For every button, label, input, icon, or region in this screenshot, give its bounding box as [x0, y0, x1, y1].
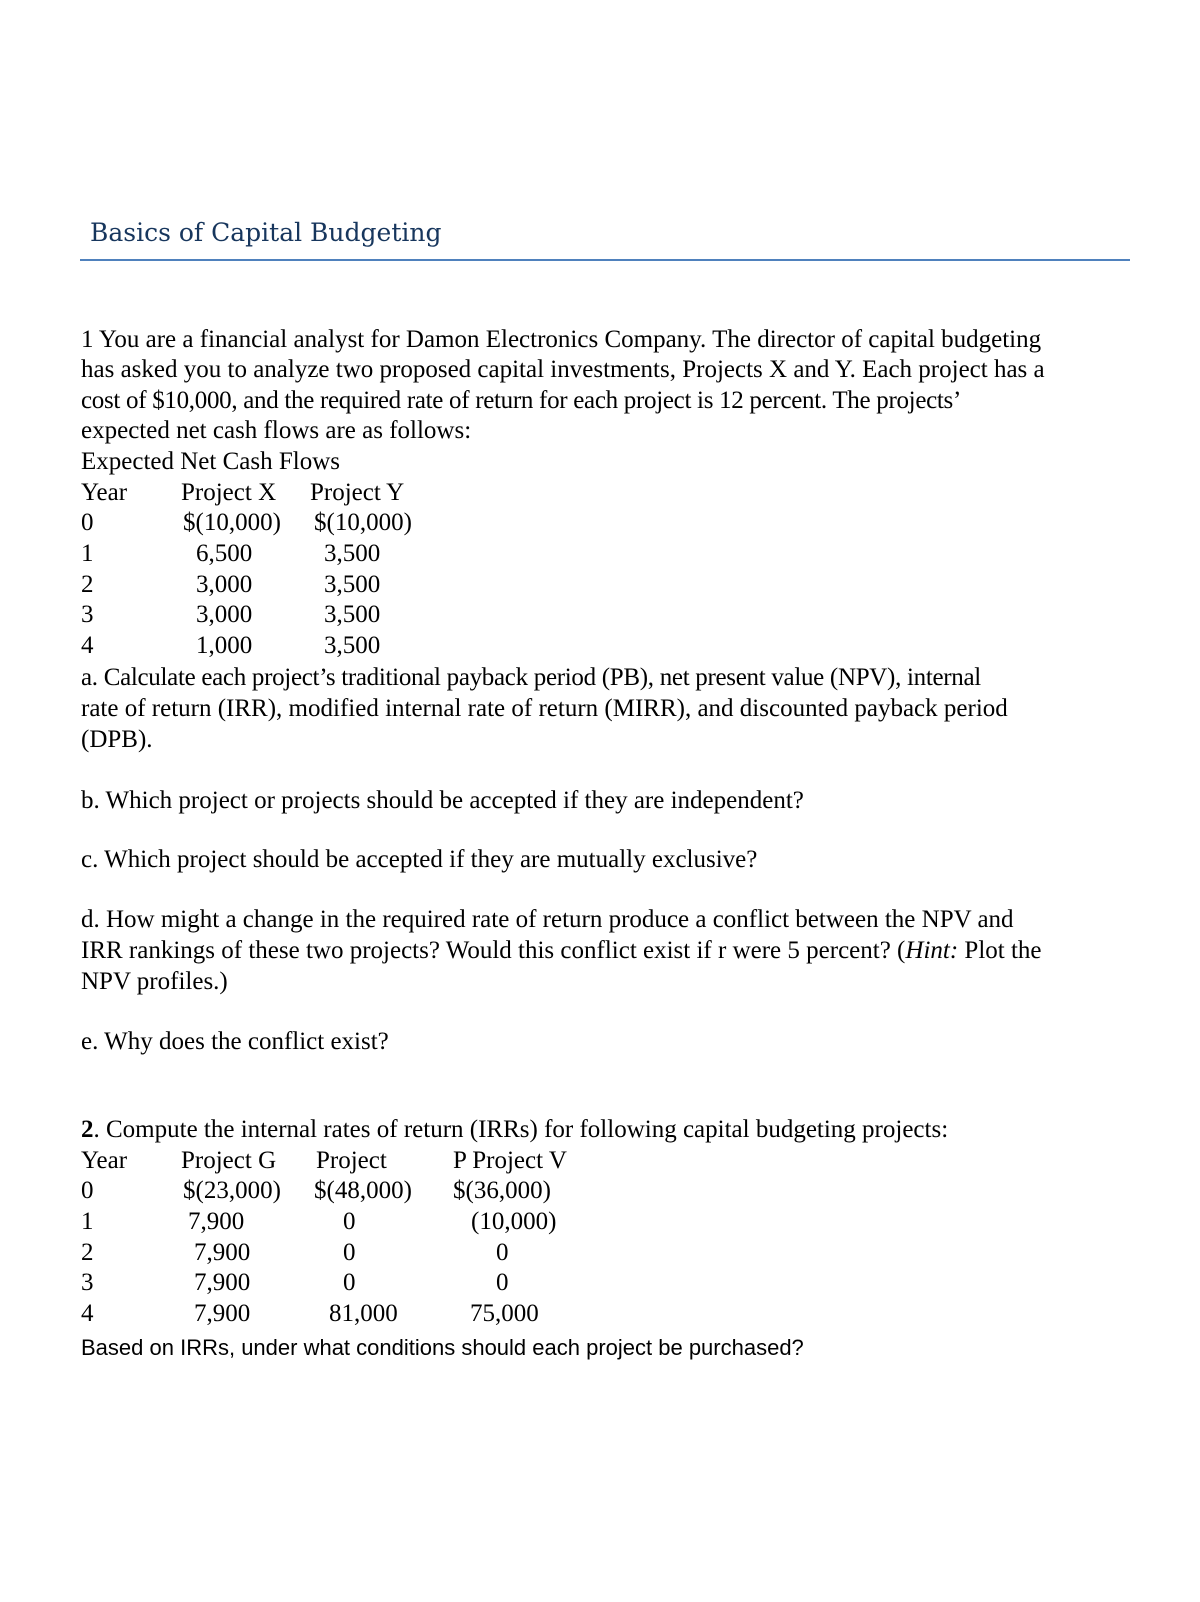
q1-part-c: c. Which project should be accepted if they are mutually exclusive?: [81, 846, 758, 873]
q1-cell-project-y: 3,500: [324, 571, 381, 598]
q1-header-year: Year: [81, 479, 128, 506]
q1-intro-line-4: expected net cash flows are as follows:: [81, 417, 472, 444]
q1-cell-project-y: 3,500: [324, 540, 381, 567]
q2-cell-project: 0: [343, 1239, 356, 1266]
q1-cell-project-x: 1,000: [196, 632, 253, 659]
q1-table-title: Expected Net Cash Flows: [81, 448, 340, 475]
q1-header-project-x: Project X: [181, 479, 277, 506]
q2-cell-project-v: $(36,000): [453, 1177, 551, 1204]
q1-part-a-line-3: (DPB).: [81, 726, 153, 753]
q1-cell-project-x: $(10,000): [183, 509, 281, 536]
heading-underline: [80, 259, 1130, 261]
q2-cell-project: $(48,000): [314, 1177, 412, 1204]
q1-part-e: e. Why does the conflict exist?: [81, 1028, 389, 1055]
q1-part-d-line-3: NPV profiles.): [81, 968, 228, 995]
q2-cell-project-g: 7,900: [188, 1208, 245, 1235]
q2-cell-project-v: 0: [496, 1269, 509, 1296]
q1-cell-year: 1: [81, 540, 94, 567]
q2-intro: [81, 1114, 948, 1145]
q2-cell-project-g: $(23,000): [183, 1177, 281, 1204]
q1-cell-project-x: 3,000: [196, 571, 253, 598]
q2-cell-year: 1: [81, 1208, 94, 1235]
q1-intro-line-3: cost of $10,000, and the required rate of return for each project is 12 percent. The projects’: [81, 387, 962, 414]
q2-cell-year: 4: [81, 1300, 94, 1327]
q2-cell-project: 0: [343, 1269, 356, 1296]
q2-cell-project-g: 7,900: [194, 1300, 251, 1327]
q2-cell-project: 81,000: [329, 1300, 398, 1327]
q2-cell-year: 2: [81, 1239, 94, 1266]
q1-cell-project-y: 3,500: [324, 601, 381, 628]
q2-question: Based on IRRs, under what conditions should each project be purchased?: [81, 1335, 804, 1360]
q2-header-project-v: P Project V: [453, 1147, 567, 1174]
q1-part-d-line-2-text: IRR rankings of these two projects? Would this conflict exist if r were 5 percent? (: [81, 937, 906, 964]
q2-cell-project-v: 0: [496, 1239, 509, 1266]
q2-cell-year: 0: [81, 1177, 94, 1204]
q1-cell-project-x: 6,500: [196, 540, 253, 567]
q1-intro-line-1: 1 You are a financial analyst for Damon Electronics Company. The director of capital budgeting: [81, 326, 1042, 353]
q1-part-a-line-1: a. Calculate each project’s traditional payback period (PB), net present value (NPV), internal: [81, 664, 981, 691]
q1-part-d-line-2-end: Plot the: [958, 937, 1042, 964]
page-heading: Basics of Capital Budgeting: [90, 218, 442, 247]
q2-cell-project-v: 75,000: [470, 1300, 539, 1327]
q2-number: 2: [81, 1116, 94, 1143]
q2-cell-project-v: (10,000): [471, 1208, 557, 1235]
q2-cell-project: 0: [343, 1208, 356, 1235]
q2-cell-project-g: 7,900: [194, 1239, 251, 1266]
q2-cell-year: 3: [81, 1269, 94, 1296]
q2-cell-project-g: 7,900: [194, 1269, 251, 1296]
q1-header-project-y: Project Y: [310, 479, 405, 506]
q2-header-project: Project: [316, 1147, 387, 1174]
q2-intro-text: . Compute the internal rates of return (IRRs) for following capital budgeting projects:: [93, 1116, 949, 1143]
q1-part-d-line-1: d. How might a change in the required rate of return produce a conflict between the NPV and: [81, 906, 1014, 933]
q1-part-d-hint: Hint:: [905, 937, 959, 964]
q1-cell-year: 3: [81, 601, 94, 628]
q2-header-year: Year: [81, 1147, 128, 1174]
q1-cell-project-x: 3,000: [196, 601, 253, 628]
q1-cell-project-y: $(10,000): [314, 509, 412, 536]
q1-intro-line-2: has asked you to analyze two proposed capital investments, Projects X and Y. Each project has a: [81, 356, 1045, 383]
q1-cell-project-y: 3,500: [324, 632, 381, 659]
q1-cell-year: 0: [81, 509, 94, 536]
q1-part-b: b. Which project or projects should be accepted if they are independent?: [81, 787, 804, 814]
q1-part-d-line-2: [81, 935, 1042, 966]
q2-header-project-g: Project G: [181, 1147, 277, 1174]
q1-cell-year: 4: [81, 632, 94, 659]
q1-part-a-line-2: rate of return (IRR), modified internal rate of return (MIRR), and discounted payback period: [81, 695, 1008, 722]
q1-cell-year: 2: [81, 571, 94, 598]
